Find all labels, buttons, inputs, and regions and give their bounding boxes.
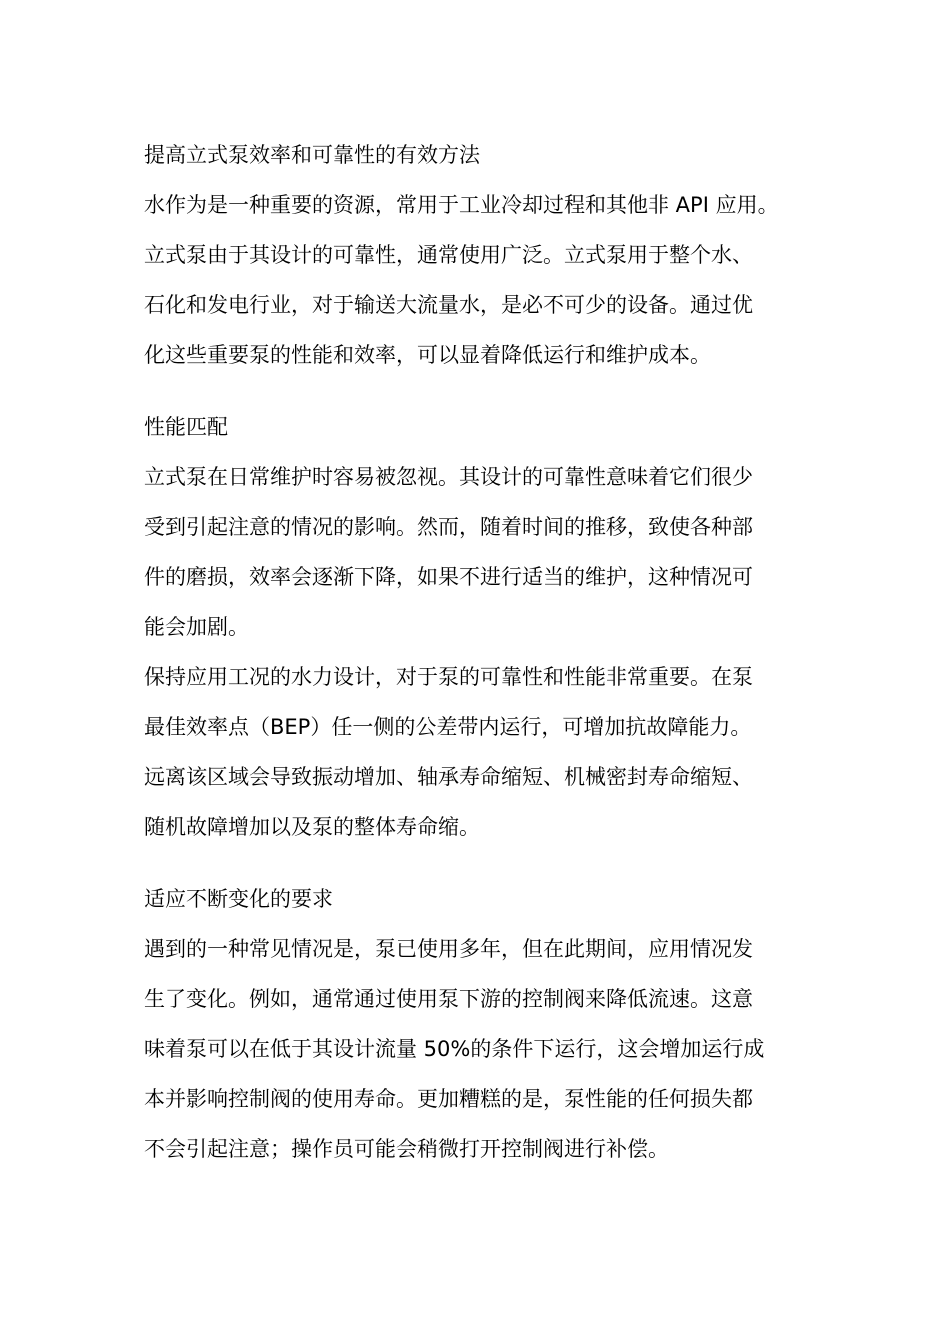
paragraph-line: 水作为是一种重要的资源，常用于工业冷却过程和其他非 API 应用。	[144, 193, 779, 217]
paragraph-line: 能会加剧。	[144, 615, 249, 639]
paragraph-line: 件的磨损，效率会逐渐下降，如果不进行适当的维护，这种情况可	[144, 565, 753, 589]
paragraph-line: 立式泵在日常维护时容易被忽视。其设计的可靠性意味着它们很少	[144, 465, 753, 489]
paragraph-line: 石化和发电行业，对于输送大流量水，是必不可少的设备。通过优	[144, 293, 753, 317]
section1-paragraph-2	[144, 652, 824, 852]
paragraph-line: 随机故障增加以及泵的整体寿命缩。	[144, 815, 480, 839]
paragraph-line: 本并影响控制阀的使用寿命。更加糟糕的是，泵性能的任何损失都	[144, 1087, 753, 1111]
section1-paragraph-1	[144, 452, 824, 652]
paragraph-line: 不会引起注意；操作员可能会稍微打开控制阀进行补偿。	[144, 1137, 669, 1161]
document-title: 提高立式泵效率和可靠性的有效方法	[144, 143, 480, 167]
paragraph-line: 最佳效率点（BEP）任一侧的公差带内运行，可增加抗故障能力。	[144, 715, 752, 739]
section-spacer	[144, 380, 824, 402]
paragraph-line: 保持应用工况的水力设计，对于泵的可靠性和性能非常重要。在泵	[144, 665, 753, 689]
section-heading-changing-requirements: 适应不断变化的要求	[144, 887, 333, 911]
document-body	[144, 130, 824, 1174]
paragraph-line: 远离该区域会导致振动增加、轴承寿命缩短、机械密封寿命缩短、	[144, 765, 753, 789]
section2-paragraph-1	[144, 924, 824, 1174]
paragraph-line: 立式泵由于其设计的可靠性，通常使用广泛。立式泵用于整个水、	[144, 243, 753, 267]
intro-paragraph	[144, 180, 824, 380]
paragraph-line: 化这些重要泵的性能和效率，可以显着降低运行和维护成本。	[144, 343, 711, 367]
paragraph-line: 味着泵可以在低于其设计流量 50%的条件下运行，这会增加运行成	[144, 1037, 765, 1061]
paragraph-line: 生了变化。例如，通常通过使用泵下游的控制阀来降低流速。这意	[144, 987, 753, 1011]
section-heading-performance-matching: 性能匹配	[144, 415, 228, 439]
paragraph-line: 遇到的一种常见情况是，泵已使用多年，但在此期间，应用情况发	[144, 937, 753, 961]
paragraph-line: 受到引起注意的情况的影响。然而，随着时间的推移，致使各种部	[144, 515, 753, 539]
section-spacer	[144, 852, 824, 874]
